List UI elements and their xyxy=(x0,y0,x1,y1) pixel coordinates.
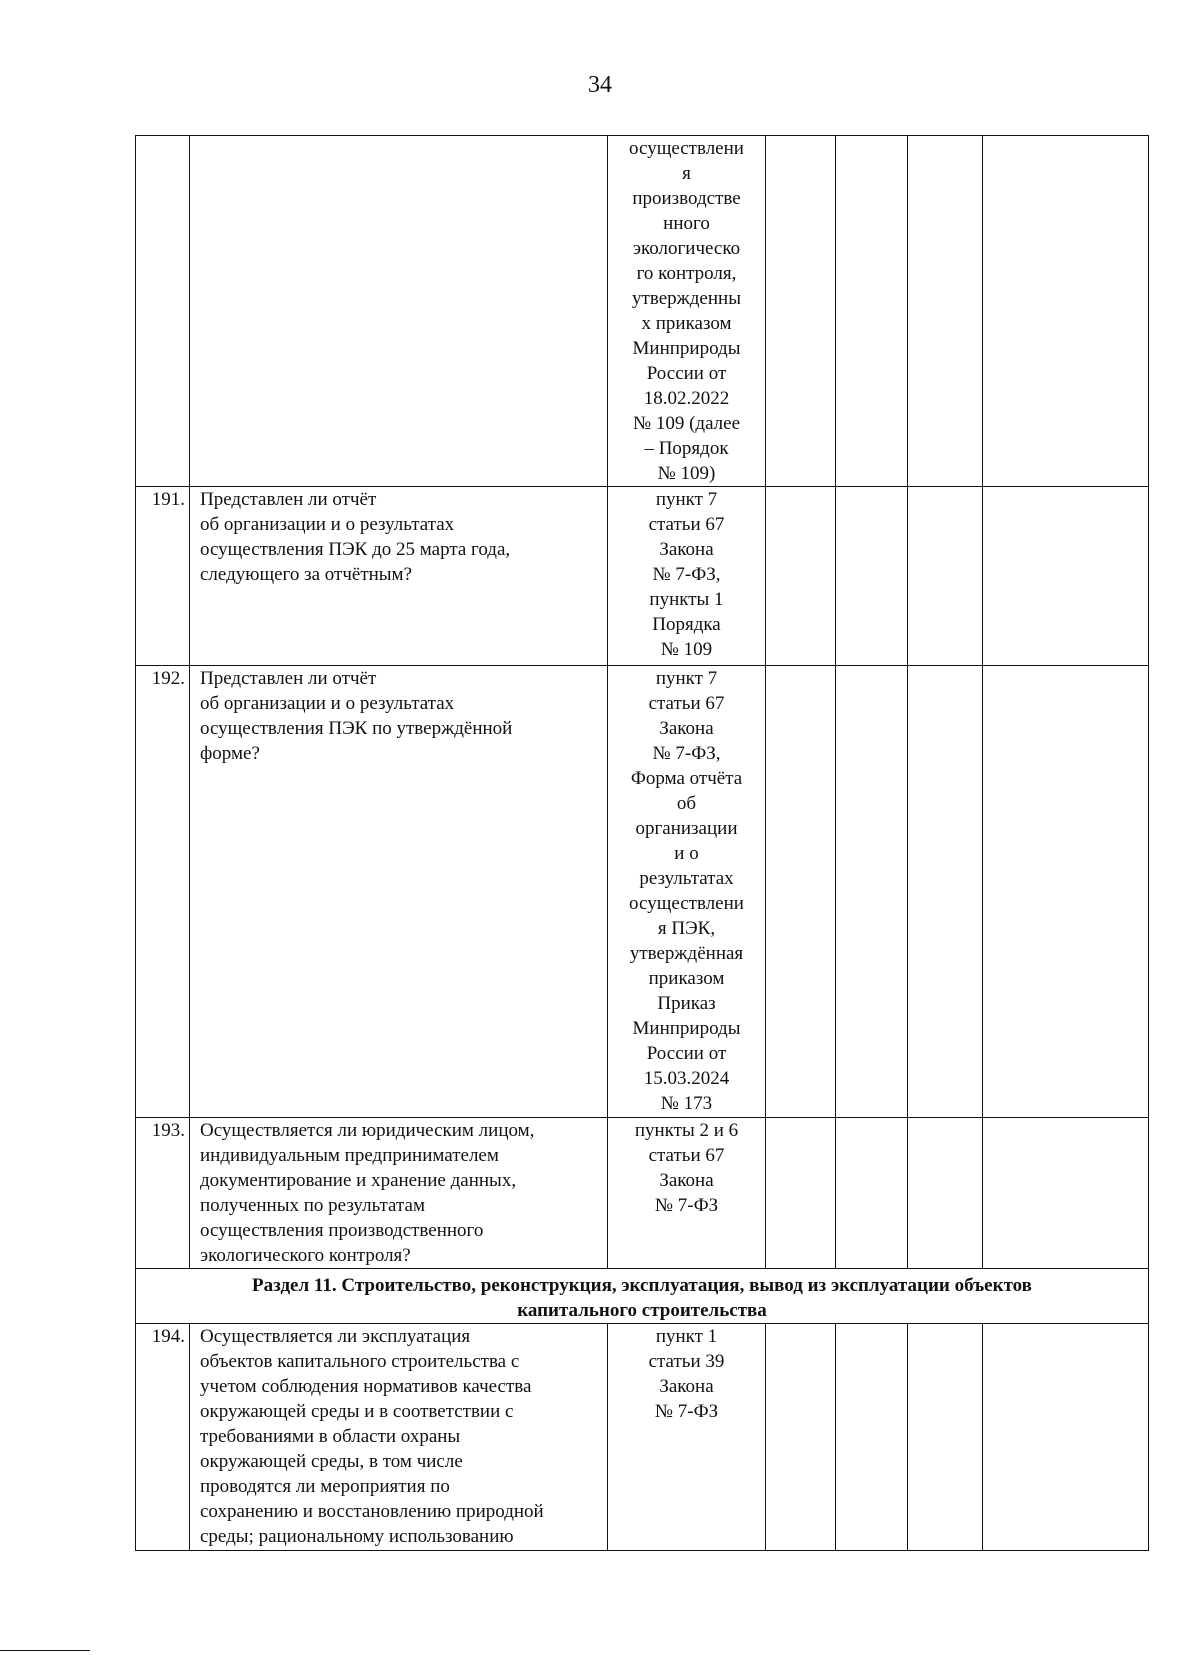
empty-cell xyxy=(983,1118,1149,1269)
legal-line: нного xyxy=(663,213,710,234)
legal-line: Минприроды xyxy=(632,1018,741,1039)
legal-line: Приказ xyxy=(657,993,716,1014)
question-cell xyxy=(190,487,608,666)
empty-cell xyxy=(766,1118,836,1269)
empty-cell xyxy=(836,136,908,487)
legal-line: № 7-ФЗ, xyxy=(652,564,721,585)
empty-cell xyxy=(908,1118,983,1269)
empty-cell xyxy=(983,487,1149,666)
legal-line: организации xyxy=(635,818,738,839)
empty-cell xyxy=(983,1324,1149,1551)
empty-cell xyxy=(983,666,1149,1118)
legal-basis-cell xyxy=(608,1118,766,1269)
legal-line: № 7-ФЗ, xyxy=(652,743,721,764)
legal-line: Закона xyxy=(659,1170,714,1191)
legal-line: статьи 67 xyxy=(648,1145,725,1166)
question-line: окружающей среды и в соответствии с xyxy=(200,1401,514,1422)
empty-cell xyxy=(766,136,836,487)
empty-cell xyxy=(908,136,983,487)
legal-basis-cell xyxy=(608,487,766,666)
legal-line: № 7-ФЗ xyxy=(654,1195,719,1216)
table-row xyxy=(136,136,1149,487)
legal-line: № 173 xyxy=(660,1093,713,1114)
legal-line: Минприроды xyxy=(632,338,741,359)
table-row xyxy=(136,1118,1149,1269)
legal-line: № 7-ФЗ xyxy=(654,1401,719,1422)
legal-line: России от xyxy=(646,1043,727,1064)
legal-line: пункты 2 и 6 xyxy=(634,1120,739,1141)
question-line: осуществления производственного xyxy=(200,1220,484,1241)
empty-cell xyxy=(908,487,983,666)
legal-line: я xyxy=(682,163,691,184)
empty-cell xyxy=(836,487,908,666)
legal-line: Форма отчёта xyxy=(630,768,743,789)
legal-line: об xyxy=(676,793,697,814)
question-line: Представлен ли отчёт xyxy=(200,489,377,510)
empty-cell xyxy=(836,1118,908,1269)
legal-line: Порядка xyxy=(652,614,721,635)
question-line: объектов капитального строительства с xyxy=(200,1351,520,1372)
legal-line: результатах xyxy=(639,868,734,889)
empty-cell xyxy=(908,1324,983,1551)
question-cell xyxy=(190,136,608,487)
question-line: осуществления ПЭК до 25 марта года, xyxy=(200,539,511,560)
empty-cell xyxy=(766,487,836,666)
question-line: Представлен ли отчёт xyxy=(200,668,377,689)
legal-line: пункт 7 xyxy=(655,668,718,689)
empty-cell xyxy=(836,666,908,1118)
legal-line: пункт 7 xyxy=(655,489,718,510)
question-line: экологического контроля? xyxy=(200,1245,411,1266)
table-row xyxy=(136,666,1149,1118)
section-title xyxy=(136,1269,1149,1324)
question-line: полученных по результатам xyxy=(200,1195,425,1216)
page-number: 34 xyxy=(588,72,612,98)
checklist-table xyxy=(135,135,1149,1551)
table-row xyxy=(136,1324,1149,1551)
footnote-divider xyxy=(0,1650,90,1651)
legal-line: пункт 1 xyxy=(655,1326,718,1347)
empty-cell xyxy=(766,666,836,1118)
question-line: осуществления ПЭК по утверждённой xyxy=(200,718,513,739)
question-line: проводятся ли мероприятия по xyxy=(200,1476,450,1497)
legal-line: № 109 (далее xyxy=(632,413,741,434)
legal-line: пункты 1 xyxy=(649,589,724,610)
question-line: учетом соблюдения нормативов качества xyxy=(200,1376,532,1397)
question-line: окружающей среды, в том числе xyxy=(200,1451,463,1472)
legal-line: утверждённая xyxy=(629,943,744,964)
legal-line: статьи 67 xyxy=(648,693,725,714)
legal-line: Закона xyxy=(659,539,714,560)
row-number: 191. xyxy=(136,487,190,666)
legal-line: № 109) xyxy=(657,463,716,484)
legal-line: 18.02.2022 xyxy=(643,388,730,409)
question-cell xyxy=(190,1118,608,1269)
question-line: об организации и о результатах xyxy=(200,693,455,714)
legal-line: производстве xyxy=(632,188,741,209)
question-line: следующего за отчётным? xyxy=(200,564,413,585)
section-title-line: капитального строительства xyxy=(517,1300,767,1321)
question-line: сохранению и восстановлению природной xyxy=(200,1501,544,1522)
legal-line: я ПЭК, xyxy=(657,918,716,939)
legal-line: х приказом xyxy=(641,313,732,334)
section-row xyxy=(136,1269,1149,1324)
legal-basis-cell xyxy=(608,136,766,487)
empty-cell xyxy=(983,136,1149,487)
question-cell xyxy=(190,666,608,1118)
legal-line: Закона xyxy=(659,718,714,739)
legal-basis-cell xyxy=(608,666,766,1118)
legal-line: статьи 67 xyxy=(648,514,725,535)
legal-line: России от xyxy=(646,363,727,384)
legal-line: экологическо xyxy=(632,238,741,259)
legal-line: утвержденны xyxy=(632,288,741,309)
legal-line: статьи 39 xyxy=(648,1351,725,1372)
legal-line: осуществлени xyxy=(629,893,744,914)
row-number: 192. xyxy=(136,666,190,1118)
legal-line: – Порядок xyxy=(644,438,729,459)
question-line: форме? xyxy=(200,743,260,764)
legal-basis-cell xyxy=(608,1324,766,1551)
empty-cell xyxy=(836,1324,908,1551)
empty-cell xyxy=(766,1324,836,1551)
question-line: Осуществляется ли юридическим лицом, xyxy=(200,1120,535,1141)
table-row xyxy=(136,487,1149,666)
section-title-line: Раздел 11. Строительство, реконструкция, эксплуатация, вывод из эксплуатации объектов xyxy=(252,1275,1032,1296)
question-cell xyxy=(190,1324,608,1551)
row-number: 194. xyxy=(136,1324,190,1551)
empty-cell xyxy=(908,666,983,1118)
question-line: требованиями в области охраны xyxy=(200,1426,461,1447)
legal-line: № 109 xyxy=(660,639,713,660)
row-number: 193. xyxy=(136,1118,190,1269)
legal-line: приказом xyxy=(648,968,725,989)
question-line: об организации и о результатах xyxy=(200,514,455,535)
question-line: Осуществляется ли эксплуатация xyxy=(200,1326,471,1347)
row-number xyxy=(136,136,190,487)
question-line: среды; рациональному использованию xyxy=(200,1526,514,1547)
legal-line: го контроля, xyxy=(636,263,737,284)
legal-line: и о xyxy=(674,843,699,864)
question-line: индивидуальным предпринимателем xyxy=(200,1145,499,1166)
question-line: документирование и хранение данных, xyxy=(200,1170,517,1191)
legal-line: 15.03.2024 xyxy=(643,1068,730,1089)
legal-line: осуществлени xyxy=(629,138,744,159)
legal-line: Закона xyxy=(659,1376,714,1397)
